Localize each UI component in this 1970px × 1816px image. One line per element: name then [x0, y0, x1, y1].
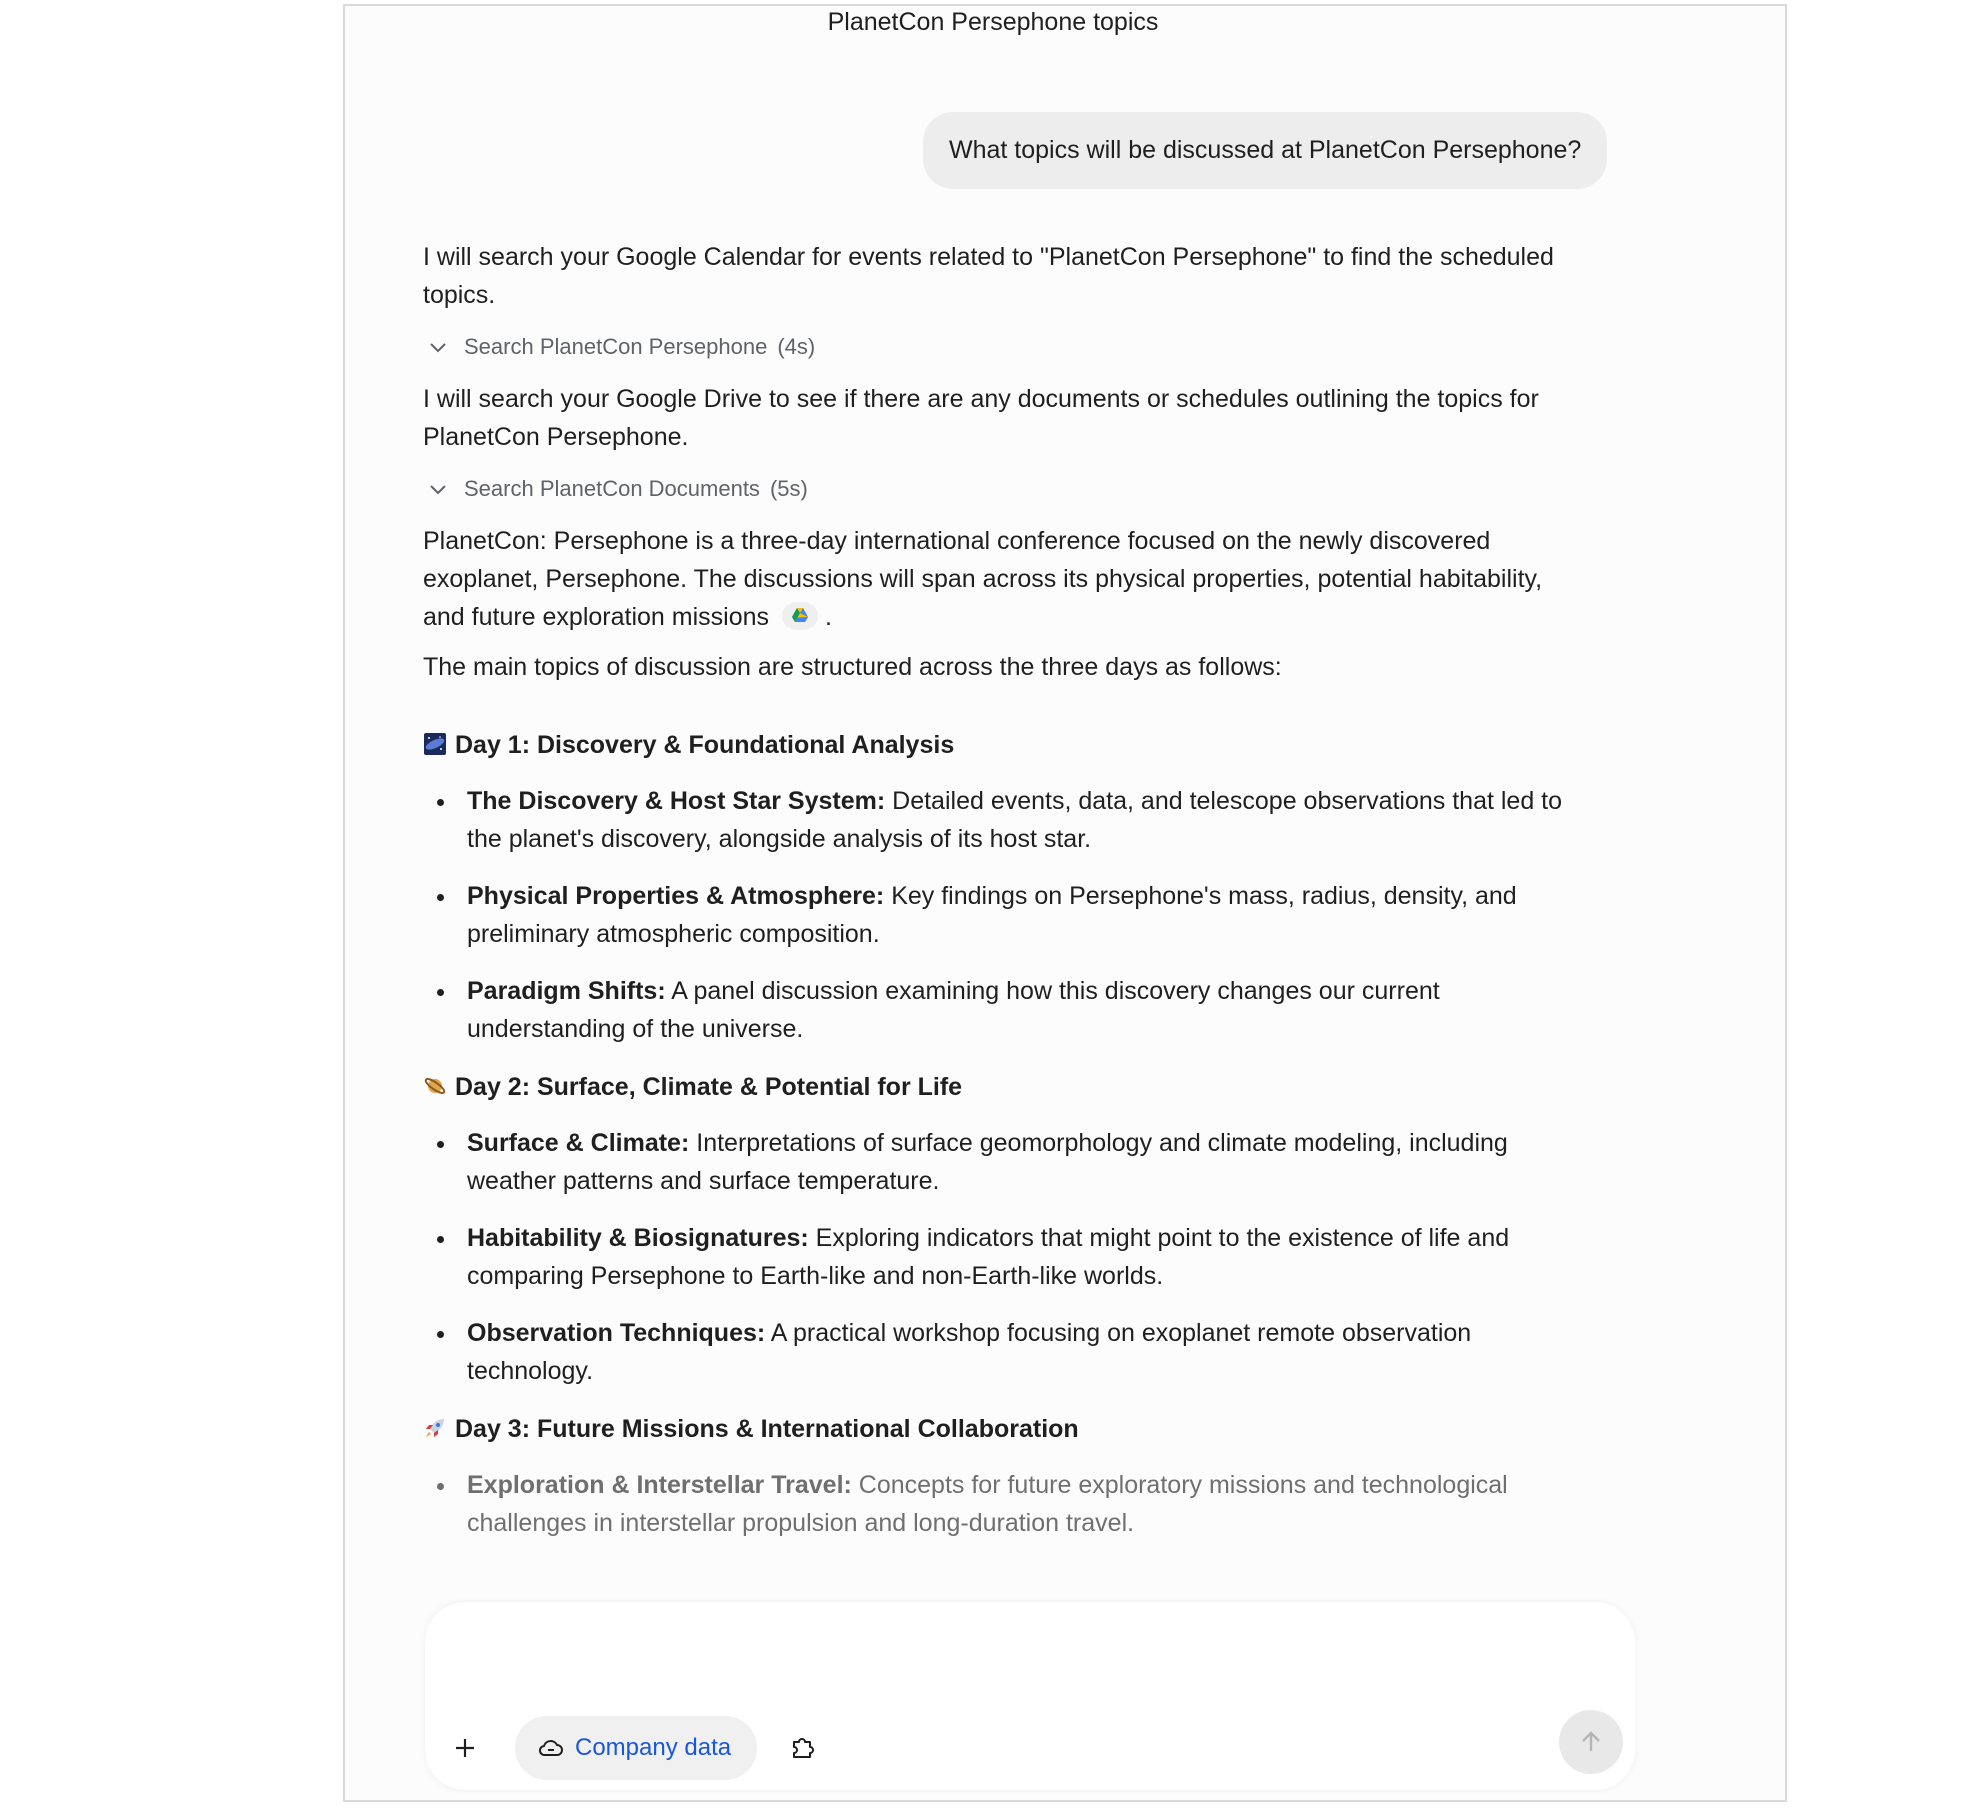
- list-item: Observation Techniques: A practical workshop focusing on exoplanet remote observation technology.: [467, 1314, 1563, 1390]
- send-button[interactable]: [1559, 1710, 1623, 1774]
- chevron-down-icon: [429, 470, 455, 508]
- cloud-link-icon: [537, 1737, 565, 1759]
- rocket-icon: [423, 1413, 447, 1437]
- company-data-label: Company data: [575, 1734, 732, 1761]
- list-item: Habitability & Biosignatures: Exploring indicators that might point to the existence of life and comparing Persephone to Earth-like and non-Earth-like worlds.: [467, 1219, 1563, 1295]
- chevron-down-icon: [429, 328, 455, 366]
- list-item: Exploration & Interstellar Travel: Concepts for future exploratory missions and technological challenges in interstellar propulsion and long-duration travel.: [467, 1466, 1563, 1542]
- day-1-topic-list: [423, 782, 1563, 1048]
- intro-calendar-text: I will search your Google Calendar for events related to "PlanetCon Persephone" to find the scheduled topics.: [423, 243, 1554, 309]
- tool-call-calendar[interactable]: [423, 328, 1563, 366]
- add-attachment-button[interactable]: [447, 1730, 483, 1766]
- assistant-response: [423, 238, 1563, 1598]
- chat-window: [343, 4, 1787, 1802]
- puzzle-icon: [788, 1733, 816, 1761]
- tool-call-drive[interactable]: [423, 470, 1563, 508]
- day-1-heading: Day 1: Discovery & Foundational Analysis: [423, 726, 1563, 764]
- day-2-heading: Day 2: Surface, Climate & Potential for Life: [423, 1068, 1563, 1106]
- tools-button[interactable]: [785, 1730, 819, 1764]
- summary-paragraph: PlanetCon: Persephone is a three-day international conference focused on the newly discovered exoplanet, Persephone. The discussions will span across its physical properties, potential habitability, and future exploration missions .: [423, 527, 1543, 631]
- tool-call-duration: (5s): [769, 476, 808, 501]
- structure-intro-text: The main topics of discussion are structured across the three days as follows:: [423, 653, 1282, 681]
- milky-way-icon: [423, 729, 447, 753]
- tool-call-duration: (4s): [777, 334, 816, 359]
- google-drive-source-icon[interactable]: [782, 602, 818, 630]
- tool-call-label: Search PlanetCon Documents: [464, 476, 760, 501]
- list-item: Paradigm Shifts: A panel discussion examining how this discovery changes our current understanding of the universe.: [467, 972, 1563, 1048]
- arrow-up-icon: [1578, 1729, 1604, 1755]
- day-2-topic-list: [423, 1124, 1563, 1390]
- conversation-title: PlanetCon Persephone topics: [827, 8, 1159, 36]
- user-message-bubble: What topics will be discussed at PlanetCon Persephone?: [923, 112, 1607, 189]
- company-data-button[interactable]: [515, 1716, 757, 1780]
- list-item: Surface & Climate: Interpretations of surface geomorphology and climate modeling, including weather patterns and surface temperature.: [467, 1124, 1563, 1200]
- list-item: The Discovery & Host Star System: Detailed events, data, and telescope observations that led to the planet's discovery, alongside analysis of its host star.: [467, 782, 1563, 858]
- plus-icon: [453, 1736, 477, 1760]
- intro-drive-text: I will search your Google Drive to see if there are any documents or schedules outlining the topics for PlanetCon Persephone.: [423, 385, 1539, 451]
- day-3-heading: Day 3: Future Missions & International Collaboration: [423, 1410, 1563, 1448]
- day-3-topic-list: [423, 1466, 1563, 1542]
- ringed-planet-icon: [423, 1071, 447, 1095]
- list-item: Physical Properties & Atmosphere: Key findings on Persephone's mass, radius, density, and preliminary atmospheric composition.: [467, 877, 1563, 953]
- tool-call-label: Search PlanetCon Persephone: [464, 334, 768, 359]
- message-composer[interactable]: [425, 1602, 1635, 1790]
